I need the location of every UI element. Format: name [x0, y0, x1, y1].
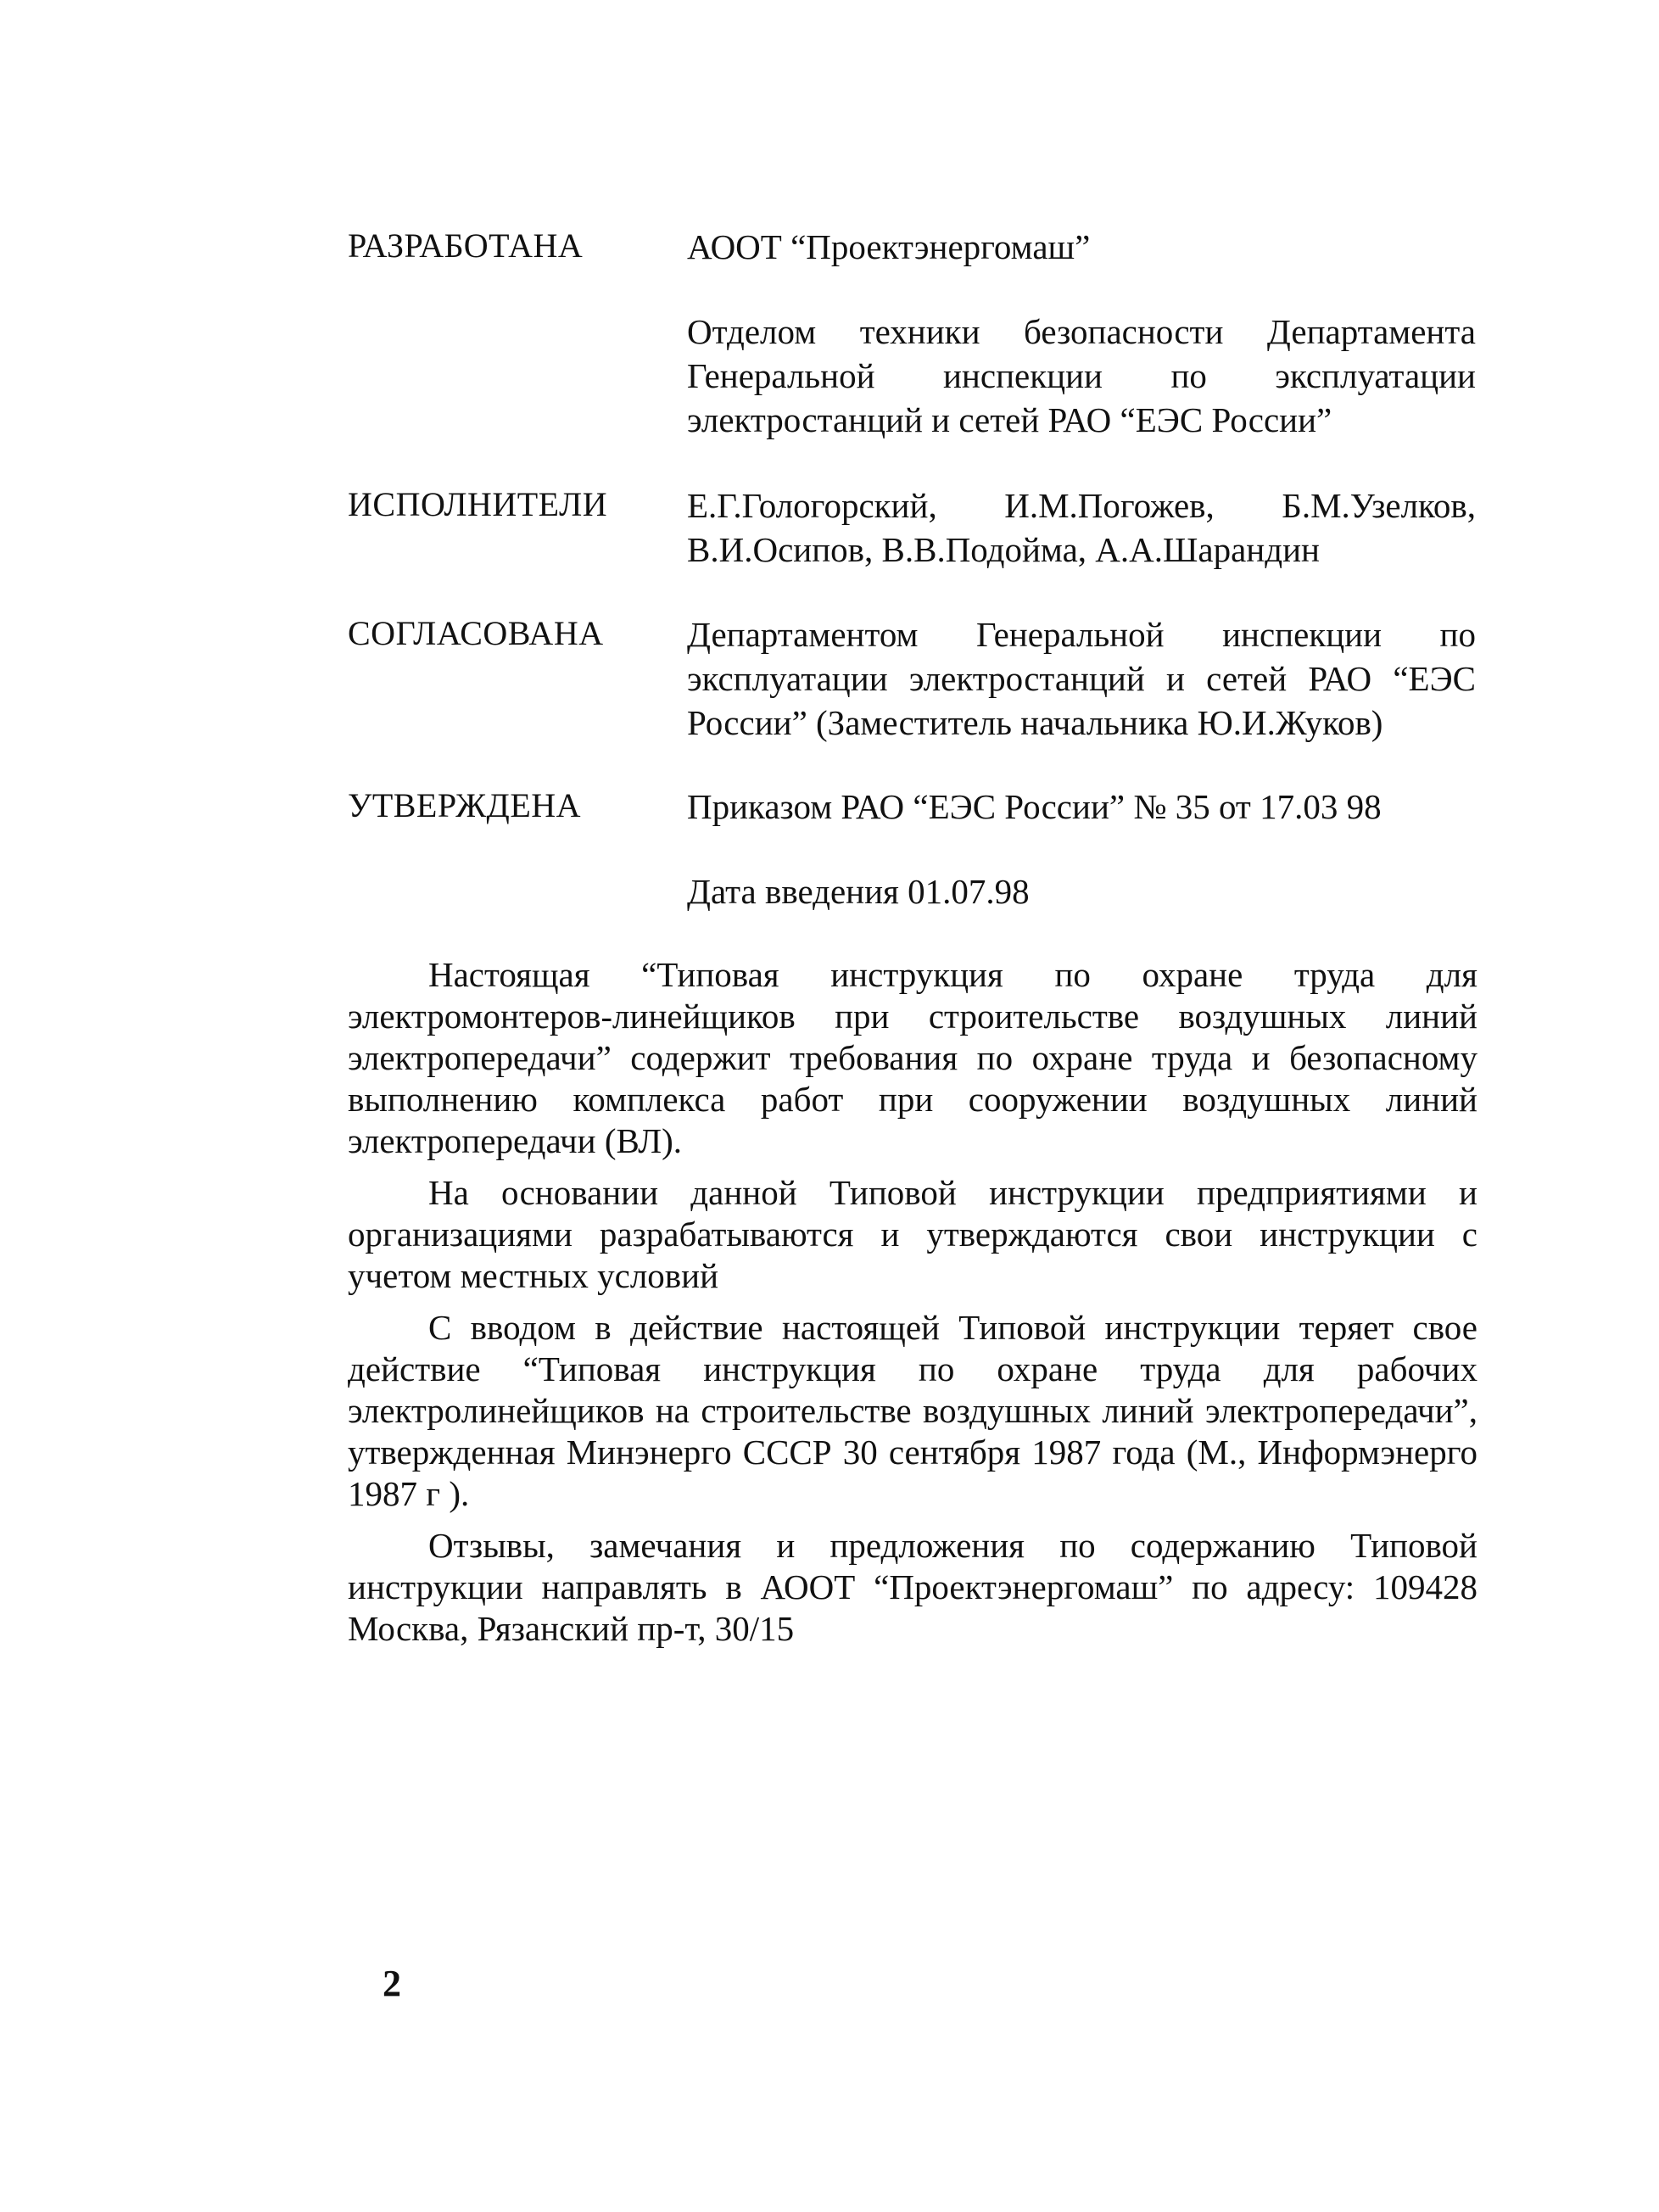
performers-row — [348, 483, 1476, 572]
body-paragraph-supersedes: С вводом в действие настоящей Типовой инструкции теряет свое действие “Типовая инструкция по охране труда для рабочих электролинейщиков на строительстве воздушных линий электропередачи”, утвержденная Минэнерго СССР 30 сентября 1987 года (М., Информэнерго 1987 г ). — [348, 1308, 1477, 1513]
document-body — [348, 954, 1477, 1660]
agreed-label: СОГЛАСОВАНА — [348, 614, 604, 652]
performers-names: Е.Г.Гологорский, И.М.Погожев, Б.М.Узелков, В.И.Осипов, В.В.Подойма, А.А.Шарандин — [687, 486, 1476, 569]
developed-department: Отделом техники безопасности Департамента Генеральной инспекции по эксплуатации электростанций и сетей РАО “ЕЭС России” — [687, 312, 1476, 439]
agreed-value — [687, 612, 1476, 745]
agreed-text: Департаментом Генеральной инспекции по эксплуатации электростанций и сетей РАО “ЕЭС России” (Заместитель начальника Ю.И.Жуков) — [687, 615, 1476, 742]
performers-value — [687, 483, 1476, 572]
developed-row — [348, 225, 1476, 442]
approved-effective-date: Дата введения 01.07.98 — [687, 872, 1030, 911]
body-paragraph-feedback: Отзывы, замечания и предложения по содержанию Типовой инструкции направлять в АООТ “Проектэнергомаш” по адресу: 109428 Москва, Рязанский пр-т, 30/15 — [348, 1526, 1477, 1648]
performers-label: ИСПОЛНИТЕЛИ — [348, 485, 608, 523]
body-paragraph-basis: На основании данной Типовой инструкции предприятиями и организациями разрабатываются и утверждаются свои инструкции с учетом местных условий — [348, 1173, 1477, 1295]
approved-value — [687, 785, 1476, 913]
approved-row — [348, 785, 1476, 913]
developed-organization: АООТ “Проектэнергомаш” — [687, 227, 1091, 266]
approved-order: Приказом РАО “ЕЭС России” № 35 от 17.03 98 — [687, 787, 1382, 826]
developed-value — [687, 225, 1476, 442]
page-number: 2 — [383, 1963, 401, 2004]
approved-label: УТВЕРЖДЕНА — [348, 786, 582, 824]
developed-label: РАЗРАБОТАНА — [348, 226, 584, 265]
agreed-row — [348, 612, 1476, 745]
body-paragraph-scope: Настоящая “Типовая инструкция по охране труда для электромонтеров-линейщиков при строительстве воздушных линий электропередачи” содержит требования по охране труда и безопасному выполнению комплекса работ при сооружении воздушных линий электропередачи (ВЛ). — [348, 955, 1477, 1160]
